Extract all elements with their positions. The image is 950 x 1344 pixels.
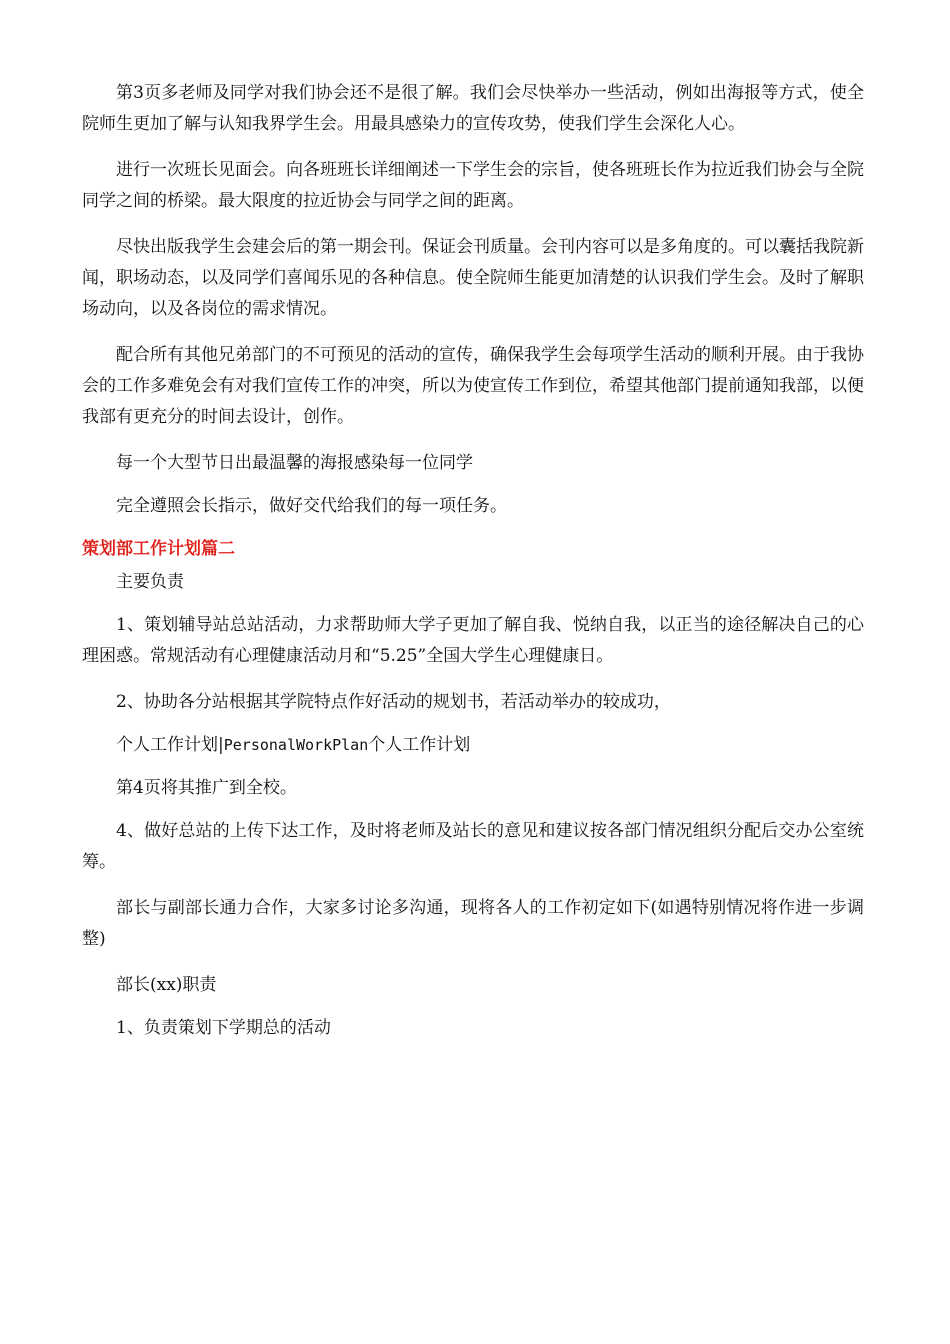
paragraph-journal: 尽快出版我学生会建会后的第一期会刊。保证会刊质量。会刊内容可以是多角度的。可以囊括我院新闻，职场动态，以及同学们喜闻乐见的各种信息。使全院师生能更加清楚的认识我们学生会。及时了解职场动向，以及各岗位的需求情况。	[82, 237, 864, 319]
paragraph-cooperation-departments: 配合所有其他兄弟部门的不可预见的活动的宣传，确保我学生会每项学生活动的顺利开展。由于我协会的工作多难免会有对我们宣传工作的冲突，所以为使宣传工作到位，希望其他部门提前通知我部，以便我部有更充分的时间去设计，创作。	[82, 345, 864, 427]
page-four-line: 第4页将其推广到全校。	[116, 778, 297, 798]
list-item-4: 4、做好总站的上传下达工作，及时将老师及站长的意见和建议按各部门情况组织分配后交办公室统筹。	[82, 821, 864, 872]
document-page	[82, 78, 864, 1056]
paragraph-follow-instructions: 完全遵照会长指示，做好交代给我们的每一项任务。	[116, 496, 507, 516]
paragraph-minister-cooperation: 部长与副部长通力合作，大家多讨论多沟通，现将各人的工作初定如下(如遇特别情况将作进一步调整)	[82, 898, 864, 949]
list-item-1: 1、策划辅导站总站活动，力求帮助师大学子更加了解自我、悦纳自我，以正当的途径解决自己的心理困惑。常规活动有心理健康活动月和“5.25”全国大学生心理健康日。	[82, 615, 864, 666]
paragraph-festival-posters: 每一个大型节日出最温馨的海报感染每一位同学	[116, 453, 473, 473]
section-intro: 主要负责	[116, 572, 184, 592]
footer-mono: PersonalWorkPlan	[223, 736, 369, 754]
footer-suffix: 个人工作计划	[368, 735, 471, 755]
duty-item-1: 1、负责策划下学期总的活动	[116, 1018, 331, 1038]
page-footer-line	[82, 730, 864, 761]
paragraph-publicity: 第3页多老师及同学对我们协会还不是很了解。我们会尽快举办一些活动，例如出海报等方式，使全院师生更加了解与认知我界学生会。用最具感染力的宣传攻势，使我们学生会深化人心。	[82, 83, 864, 134]
footer-prefix: 个人工作计划|	[116, 735, 224, 755]
paragraph-class-monitor-meeting: 进行一次班长见面会。向各班班长详细阐述一下学生会的宗旨，使各班班长作为拉近我们协会与全院同学之间的桥梁。最大限度的拉近协会与同学之间的距离。	[82, 160, 864, 211]
section-heading: 策划部工作计划篇二	[82, 539, 235, 559]
list-item-2: 2、协助各分站根据其学院特点作好活动的规划书，若活动举办的较成功，	[116, 692, 671, 712]
duties-title: 部长(xx)职责	[116, 975, 217, 995]
